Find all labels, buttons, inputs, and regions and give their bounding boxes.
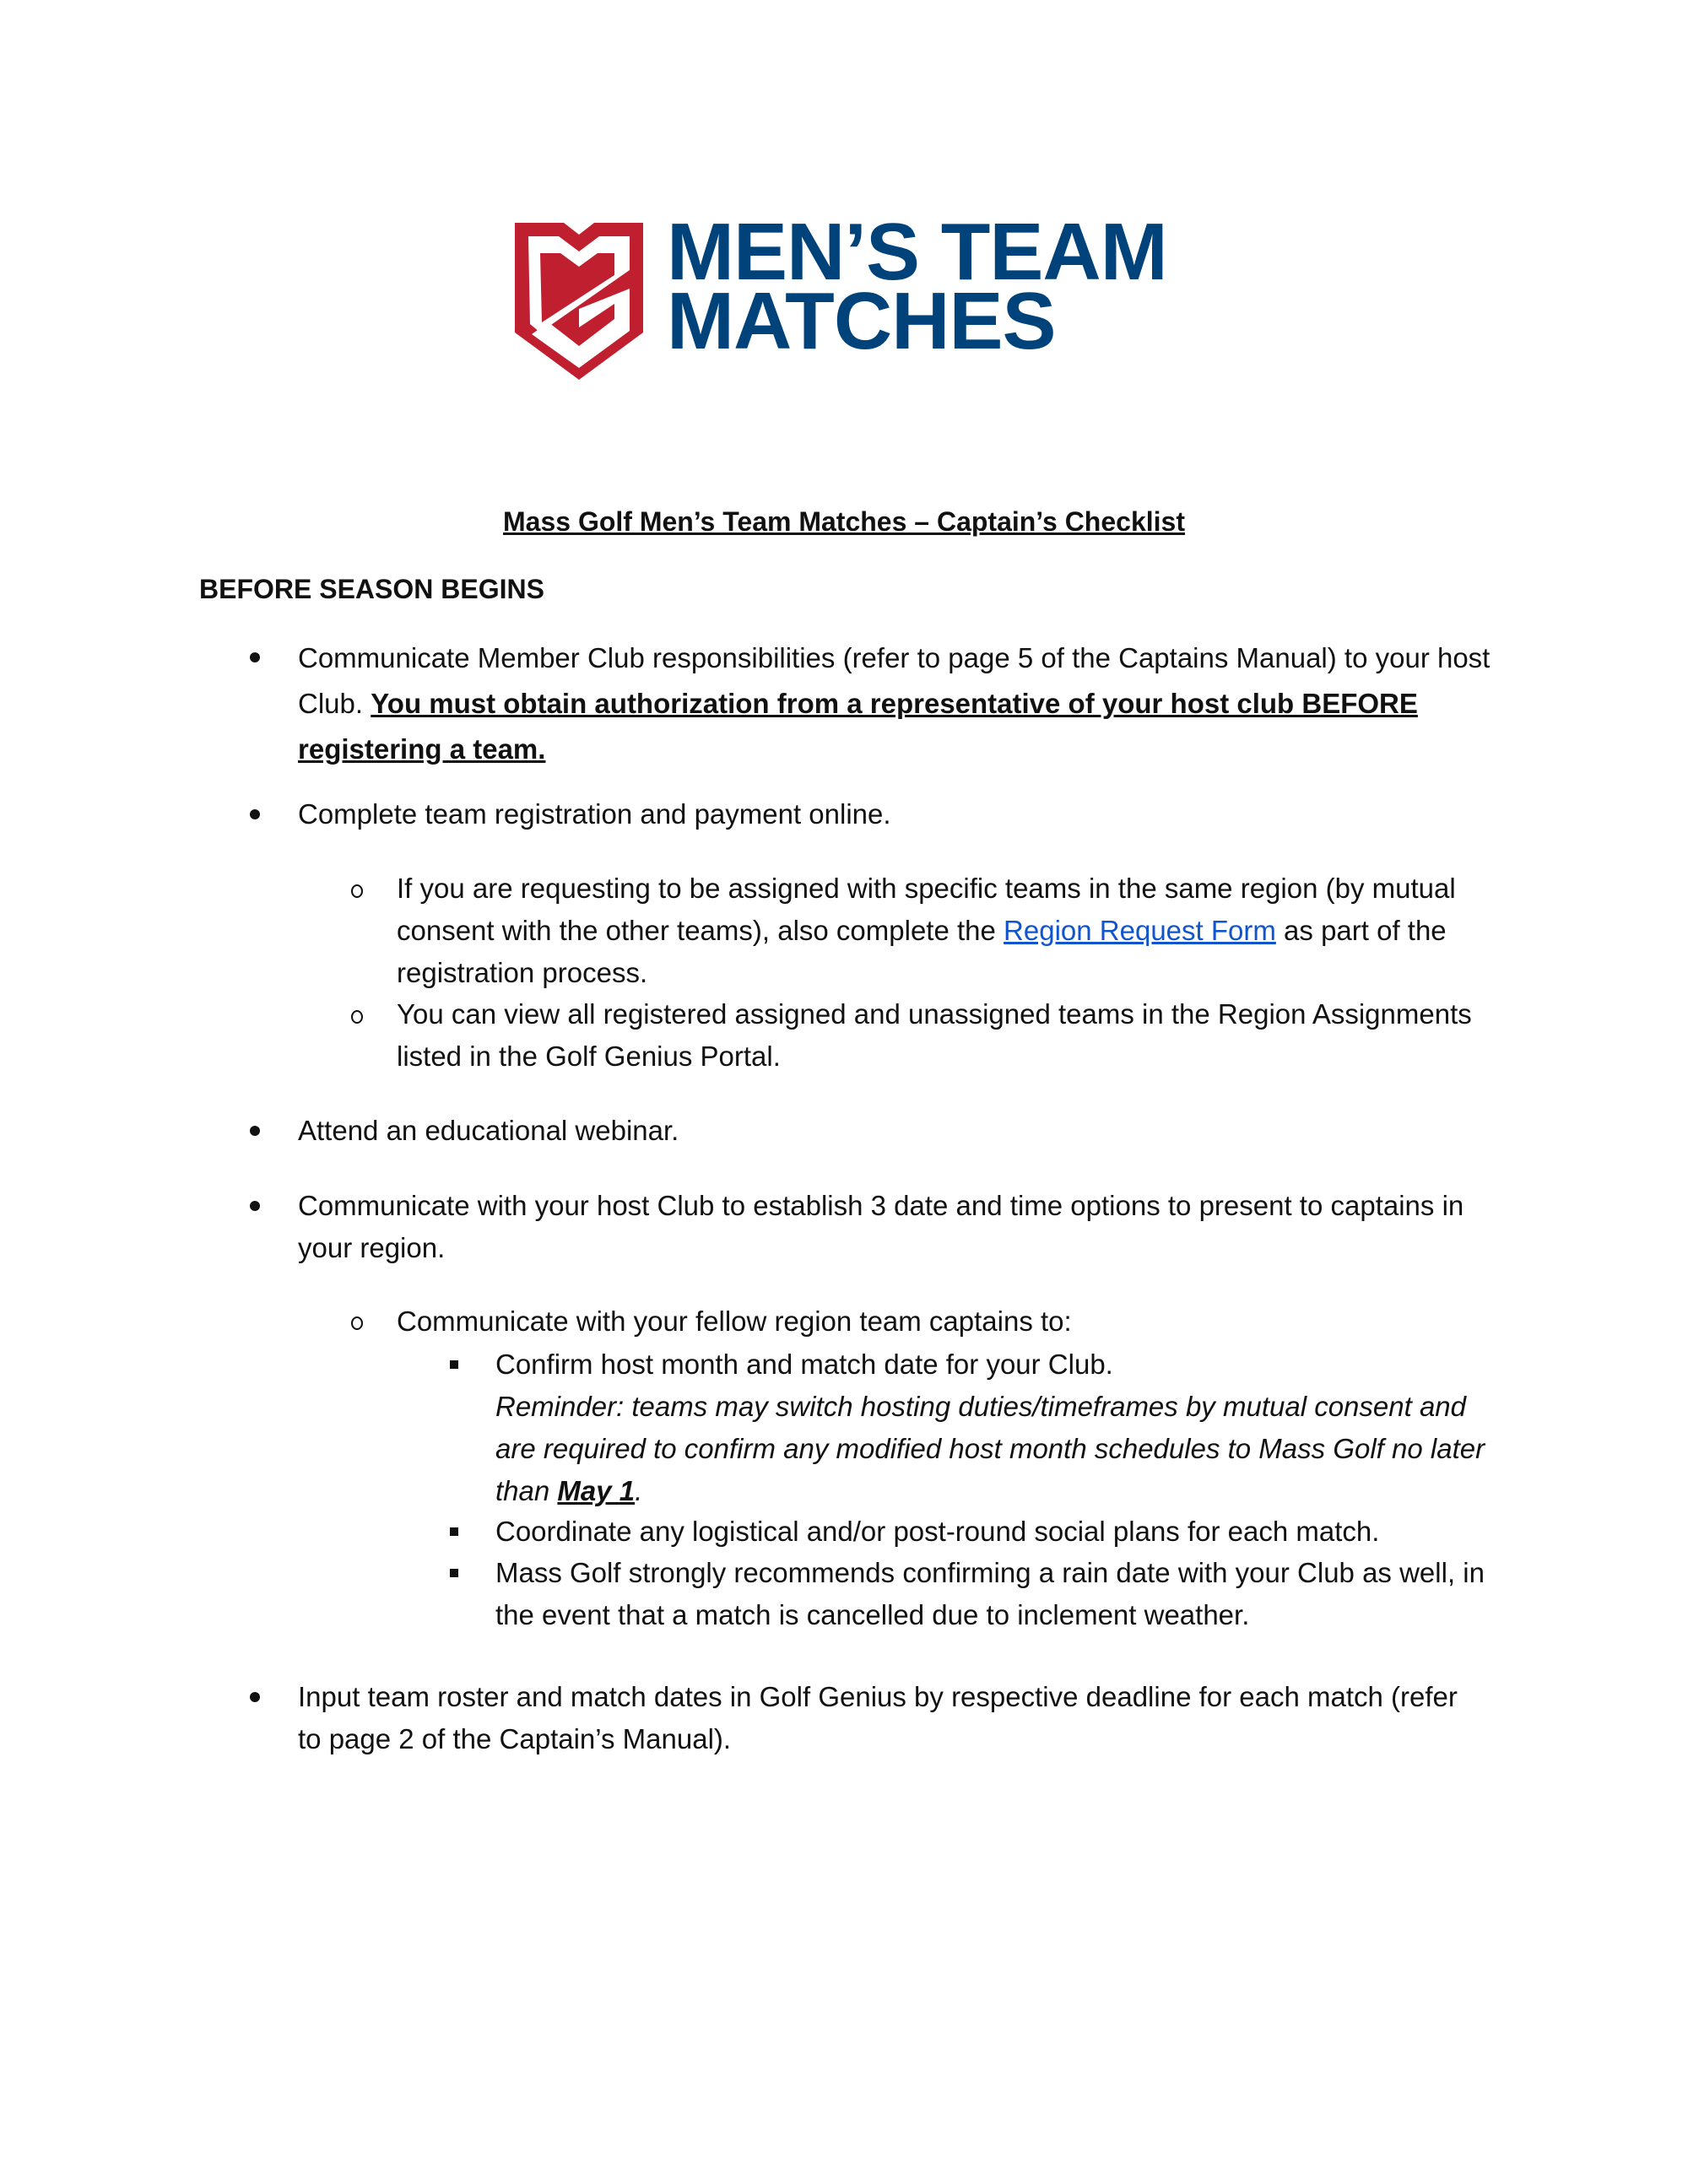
sub-list-item: Communicate with your fellow region team captains to: [397, 1306, 1072, 1337]
sub-bullet-icon [351, 1316, 363, 1330]
square-bullet-icon [450, 1360, 458, 1369]
square-bullet-icon [450, 1527, 458, 1536]
bullet-icon [250, 809, 260, 819]
sub-sub-list-item [495, 1343, 1500, 1512]
item-text: Confirm host month and match date for your Club. [495, 1349, 1113, 1380]
shield-logo-icon [515, 223, 643, 380]
sub-list-item: You can view all registered assigned and unassigned teams in the Region Assignments listed in the Golf Genius Portal. [397, 998, 1472, 1072]
bullet-icon [250, 1126, 260, 1136]
section-heading: BEFORE SEASON BEGINS [199, 574, 544, 604]
bullet-icon [250, 1692, 260, 1702]
item-text: Communicate Member Club responsibilities (refer to page 5 of the Captains Manual) to your host Club. [298, 642, 1491, 719]
logo-line2: MATCHES [667, 276, 1056, 366]
item-text: If you are requesting to be assigned with specific teams in the same region (by mutual consent with the other teams), also complete the [397, 873, 1456, 946]
sub-sub-list-item: Mass Golf strongly recommends confirming a rain date with your Club as well, in the event that a match is cancelled due to inclement weather. [495, 1557, 1485, 1630]
sub-bullet-icon [351, 884, 363, 898]
sub-list-item [397, 868, 1494, 994]
item-text: as part of the registration process. [397, 915, 1447, 988]
square-bullet-icon [450, 1569, 458, 1577]
deadline-date: May 1 [557, 1475, 636, 1506]
sub-bullet-icon [351, 1010, 363, 1024]
page-title: Mass Golf Men’s Team Matches – Captain’s Checklist [503, 506, 1185, 537]
region-request-form-link[interactable]: Region Request Form [1004, 915, 1276, 946]
list-item: Attend an educational webinar. [298, 1115, 679, 1146]
sub-sub-list-item: Coordinate any logistical and/or post-round social plans for each match. [495, 1516, 1380, 1547]
bullet-icon [250, 1201, 260, 1211]
item-text: . [635, 1475, 643, 1506]
list-item: Communicate with your host Club to establish 3 date and time options to present to captains in your region. [298, 1190, 1464, 1263]
list-item: Complete team registration and payment online. [298, 798, 891, 830]
reminder-text: Reminder: teams may switch hosting duties/timeframes by mutual consent and are required to confirm any modified host month schedules to Mass Golf no later than [495, 1391, 1485, 1506]
list-item [298, 635, 1496, 772]
item-bold-text: You must obtain authorization from a representative of your host club BEFORE registering a team. [298, 688, 1418, 765]
logo-line1: MEN’S TEAM [667, 207, 1167, 297]
bullet-icon [250, 652, 260, 662]
list-item: Input team roster and match dates in Golf Genius by respective deadline for each match (refer to page 2 of the Captain’s Manual). [298, 1681, 1458, 1754]
